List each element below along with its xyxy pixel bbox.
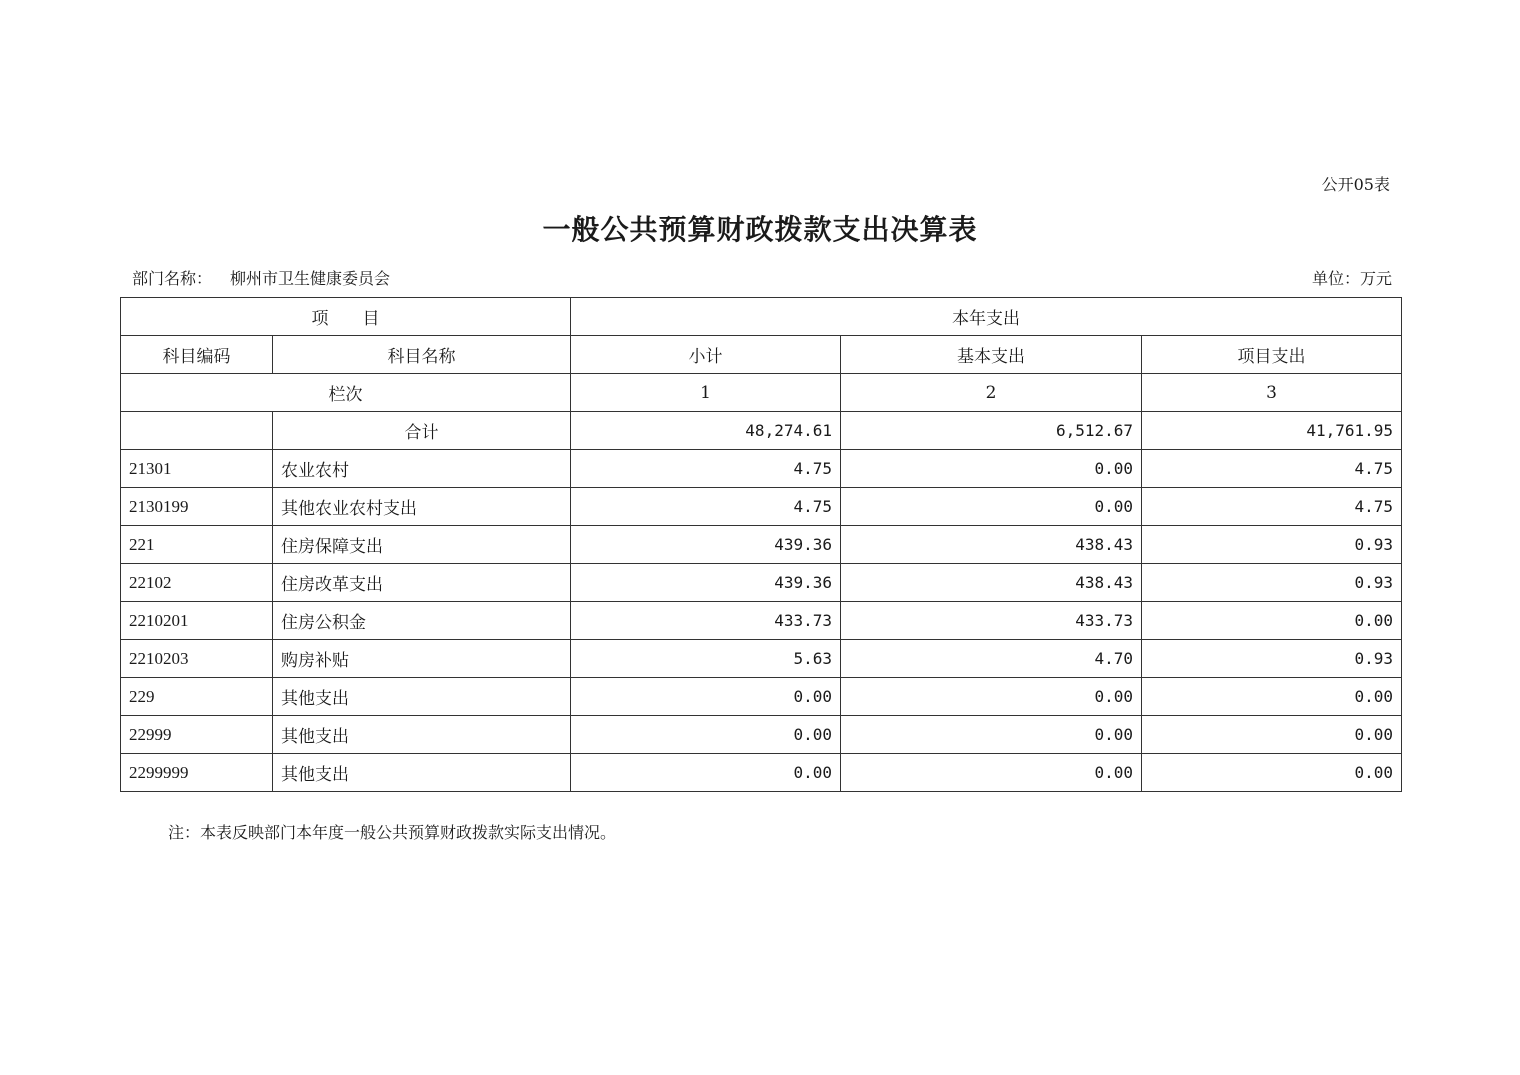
subject-code: 22999 [121, 716, 273, 754]
subject-name: 住房保障支出 [273, 526, 571, 564]
header-basic-expense: 基本支出 [841, 336, 1142, 374]
page-title: 一般公共预算财政拨款支出决算表 [542, 213, 978, 246]
subject-code: 22102 [121, 564, 273, 602]
subject-code: 2210201 [121, 602, 273, 640]
header-subject-code: 科目编码 [121, 336, 273, 374]
total-project: 41,761.95 [1142, 412, 1402, 450]
table-row [121, 716, 1402, 754]
table-row [121, 450, 1402, 488]
table-row [121, 678, 1402, 716]
header-project: 项 目 [121, 298, 571, 336]
project-value: 0.00 [1142, 678, 1402, 716]
project-value: 0.93 [1142, 526, 1402, 564]
header-row-1 [121, 298, 1402, 336]
subject-code: 2299999 [121, 754, 273, 792]
table-row [121, 564, 1402, 602]
subject-code: 2210203 [121, 640, 273, 678]
subject-code: 229 [121, 678, 273, 716]
basic-value: 4.70 [841, 640, 1142, 678]
subtotal-value: 439.36 [571, 564, 841, 602]
department-label: 部门名称： [132, 269, 213, 288]
table-row [121, 754, 1402, 792]
subject-code: 221 [121, 526, 273, 564]
total-row [121, 412, 1402, 450]
project-value: 0.00 [1142, 754, 1402, 792]
project-value: 4.75 [1142, 450, 1402, 488]
header-row-2 [121, 336, 1402, 374]
expense-table [120, 297, 1402, 792]
subtotal-value: 5.63 [571, 640, 841, 678]
subject-name: 住房公积金 [273, 602, 571, 640]
total-basic: 6,512.67 [841, 412, 1142, 450]
project-value: 0.93 [1142, 564, 1402, 602]
project-value: 0.00 [1142, 602, 1402, 640]
table-row [121, 602, 1402, 640]
form-code: 公开05表 [1321, 175, 1390, 194]
subtotal-value: 0.00 [571, 754, 841, 792]
table-row [121, 526, 1402, 564]
project-value: 0.93 [1142, 640, 1402, 678]
basic-value: 438.43 [841, 526, 1142, 564]
header-project-expense: 项目支出 [1142, 336, 1402, 374]
subtotal-value: 433.73 [571, 602, 841, 640]
total-subtotal: 48,274.61 [571, 412, 841, 450]
table-row [121, 640, 1402, 678]
subject-code: 2130199 [121, 488, 273, 526]
project-value: 4.75 [1142, 488, 1402, 526]
basic-value: 0.00 [841, 716, 1142, 754]
subtotal-value: 4.75 [571, 450, 841, 488]
subtotal-value: 0.00 [571, 716, 841, 754]
subtotal-value: 439.36 [571, 526, 841, 564]
column-index-1: 1 [571, 374, 841, 412]
basic-value: 0.00 [841, 450, 1142, 488]
basic-value: 0.00 [841, 678, 1142, 716]
header-current-year-expense: 本年支出 [571, 298, 1402, 336]
unit-label: 单位：万元 [1311, 269, 1392, 288]
subject-name: 其他支出 [273, 754, 571, 792]
header-subject-name: 科目名称 [273, 336, 571, 374]
subject-name: 其他支出 [273, 678, 571, 716]
total-code-cell [121, 412, 273, 450]
department-name: 柳州市卫生健康委员会 [230, 269, 391, 288]
subject-code: 21301 [121, 450, 273, 488]
total-label: 合计 [273, 412, 571, 450]
table-row [121, 488, 1402, 526]
subtotal-value: 0.00 [571, 678, 841, 716]
subject-name: 农业农村 [273, 450, 571, 488]
project-value: 0.00 [1142, 716, 1402, 754]
subject-name: 其他农业农村支出 [273, 488, 571, 526]
subject-name: 其他支出 [273, 716, 571, 754]
basic-value: 433.73 [841, 602, 1142, 640]
column-index-row [121, 374, 1402, 412]
column-index-label: 栏次 [121, 374, 571, 412]
header-subtotal: 小计 [571, 336, 841, 374]
basic-value: 0.00 [841, 754, 1142, 792]
column-index-3: 3 [1142, 374, 1402, 412]
subject-name: 住房改革支出 [273, 564, 571, 602]
subtotal-value: 4.75 [571, 488, 841, 526]
subject-name: 购房补贴 [273, 640, 571, 678]
basic-value: 438.43 [841, 564, 1142, 602]
column-index-2: 2 [841, 374, 1142, 412]
table-note: 注：本表反映部门本年度一般公共预算财政拨款实际支出情况。 [168, 823, 617, 842]
basic-value: 0.00 [841, 488, 1142, 526]
